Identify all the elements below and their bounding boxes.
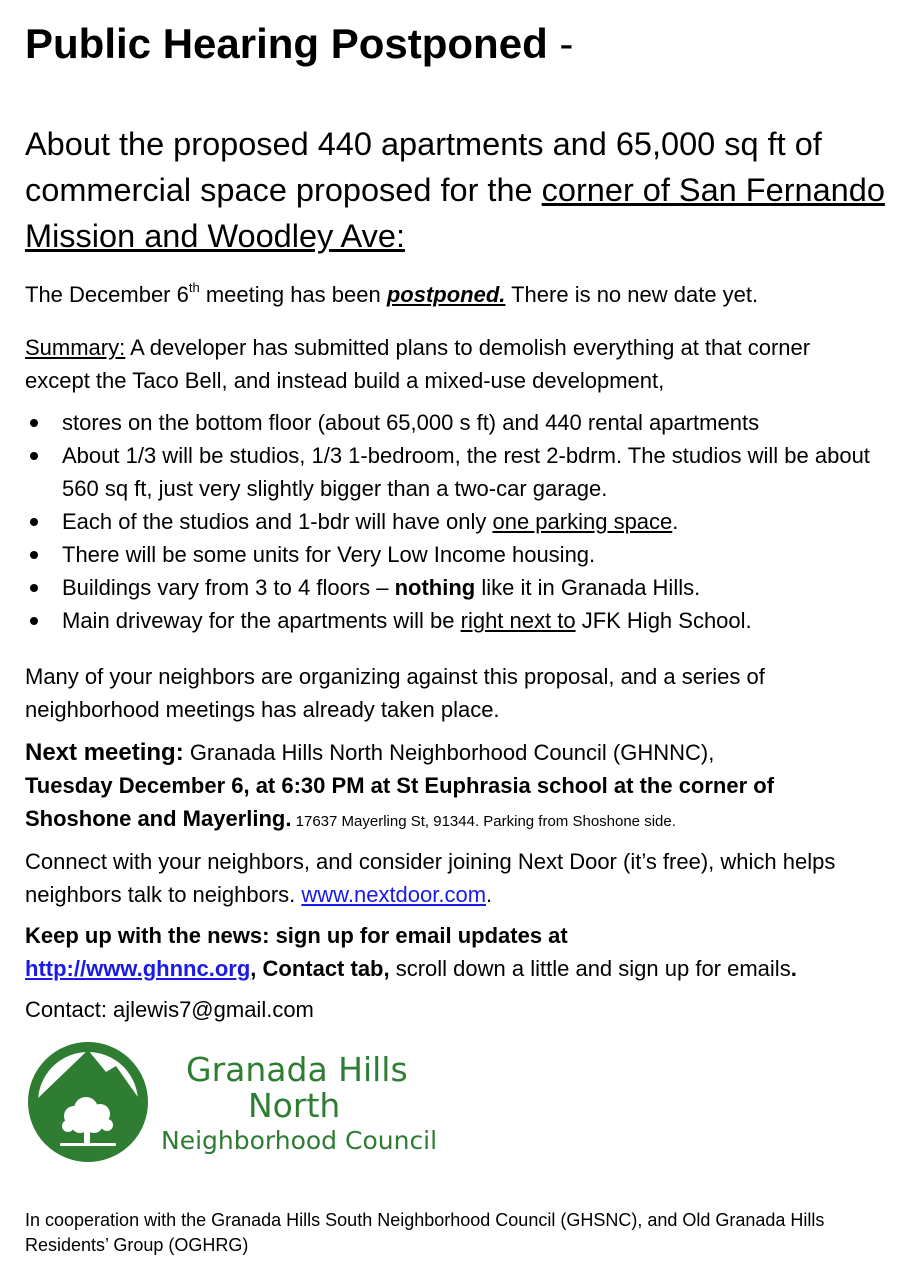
- postponed-emphasis: postponed.: [386, 282, 506, 307]
- list-item: Buildings vary from 3 to 4 floors – nothing like it in Granada Hills.: [25, 571, 875, 604]
- list-item: stores on the bottom floor (about 65,000 s ft) and 440 rental apartments: [25, 406, 875, 439]
- next-meeting-label: Next meeting:: [25, 739, 184, 766]
- summary-paragraph: [25, 331, 875, 397]
- bullet-icon: [30, 584, 38, 592]
- footer-credits: In cooperation with the Granada Hills South Neighborhood Council (GHSNC), and Old Granada Hills Residents’ Group (OGHRG): [25, 1210, 825, 1255]
- subhead-location: corner of San Fernando Mission and Woodley Ave:: [25, 172, 885, 254]
- proposal-details-list: [25, 406, 875, 637]
- logo-line-3: Neighborhood Council: [161, 1126, 438, 1155]
- logo-line-2: North: [248, 1086, 341, 1125]
- page-title: [25, 18, 573, 70]
- news-paragraph: Keep up with the news: sign up for email updates at http://www.ghnnc.org, Contact tab, scroll down a little and sign up for emails.: [25, 923, 797, 981]
- bullet-icon: [30, 518, 38, 526]
- list-item: About 1/3 will be studios, 1/3 1-bedroom, the rest 2-bdrm. The studios will be about 560 sq ft, just very slightly bigger than a two-car garage.: [25, 439, 875, 505]
- ghnnc-link[interactable]: http://www.ghnnc.org: [25, 956, 251, 981]
- title-text: Public Hearing Postponed: [25, 20, 548, 67]
- bullet-icon: [30, 617, 38, 625]
- contact-line: Contact: ajlewis7@gmail.com: [25, 997, 314, 1022]
- bullet-icon: [30, 551, 38, 559]
- meeting-host: Granada Hills North Neighborhood Council (GHNNC),: [183, 740, 715, 765]
- meeting-address: 17637 Mayerling St, 91344. Parking from Shoshone side.: [291, 813, 676, 830]
- list-item: Each of the studios and 1-bdr will have only one parking space.: [25, 505, 875, 538]
- logo-line-1: Granada Hills: [186, 1050, 408, 1089]
- next-meeting-paragraph: [25, 736, 875, 838]
- summary-label: Summary:: [25, 335, 126, 360]
- bullet-icon: [30, 452, 38, 460]
- meeting-details: Tuesday December 6, at 6:30 PM at St Euphrasia school at the corner of Shoshone and Mayerling.: [25, 773, 775, 831]
- bullet-icon: [30, 419, 38, 427]
- nextdoor-paragraph: Connect with your neighbors, and consider joining Next Door (it’s free), which helps neighbors talk to neighbors. www.nextdoor.com.: [25, 849, 836, 907]
- mountain-tree-icon: [28, 1042, 148, 1162]
- summary-text: A developer has submitted plans to demolish everything at that corner except the Taco Bell, and instead build a mixed-use development,: [25, 335, 811, 393]
- title-dash: -: [559, 20, 574, 67]
- nextdoor-link[interactable]: www.nextdoor.com: [301, 882, 487, 907]
- postponement-notice: The December 6th meeting has been postponed. There is no new date yet.: [25, 280, 759, 307]
- ghnnc-logo: [28, 1040, 448, 1165]
- proposal-subheading: [25, 121, 885, 259]
- ordinal-suffix: th: [188, 280, 200, 295]
- neighbors-paragraph: Many of your neighbors are organizing against this proposal, and a series of neighborhood meetings has already taken place.: [25, 664, 765, 722]
- subhead-text: About the proposed 440 apartments and 65,000 sq ft of commercial space proposed for the: [25, 126, 822, 208]
- list-item: Main driveway for the apartments will be right next to JFK High School.: [25, 604, 875, 637]
- list-item: There will be some units for Very Low Income housing.: [25, 538, 875, 571]
